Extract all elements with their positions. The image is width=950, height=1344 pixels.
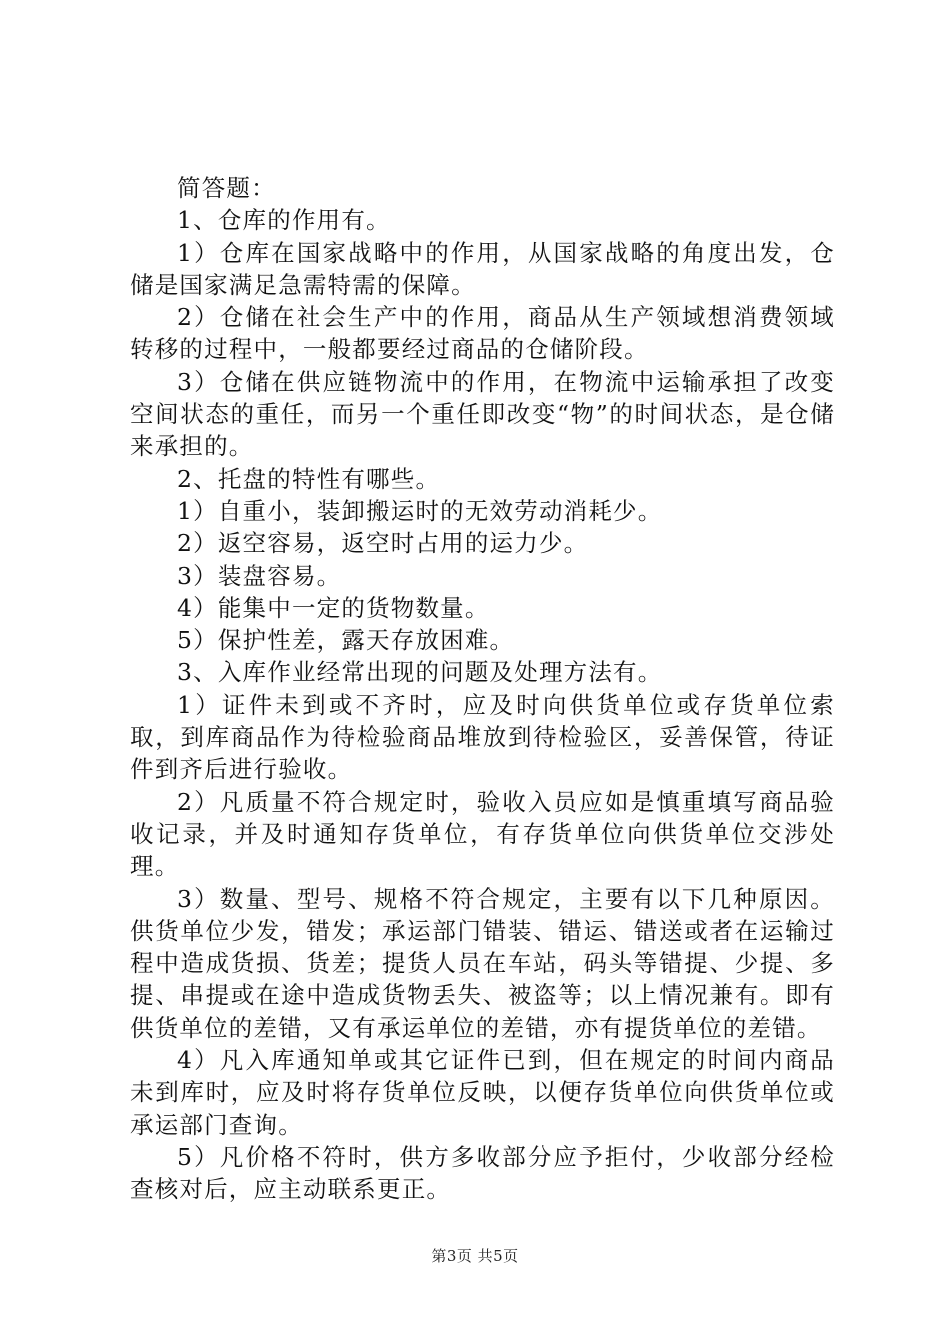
page-number-footer: 第3页 共5页	[431, 1247, 519, 1265]
question-title: 2、托盘的特性有哪些。	[177, 464, 441, 493]
answer-paragraph: 4）凡入库通知单或其它证件已到，但在规定的时间内商品未到库时，应及时将存货单位反映，以便存货单位向供货单位或承运部门查询。	[130, 1046, 835, 1139]
answer-paragraph: 3）仓储在供应链物流中的作用，在物流中运输承担了改变空间状态的重任，而另一个重任即改变“物”的时间状态，是仓储来承担的。	[130, 367, 835, 461]
answer-paragraph: 2）返空容易，返空时占用的运力少。	[177, 529, 589, 558]
question-title: 1、仓库的作用有。	[177, 206, 391, 235]
answer-paragraph: 3）装盘容易。	[177, 561, 342, 590]
answer-paragraph: 5）保护性差，露天存放困难。	[177, 626, 515, 655]
answer-paragraph: 1）证件未到或不齐时，应及时向供货单位或存货单位索取，到库商品作为待检验商品堆放到待检验区，妥善保管，待证件到齐后进行验收。	[130, 690, 835, 784]
answer-paragraph: 2）凡质量不符合规定时，验收入员应如是慎重填写商品验收记录，并及时通知存货单位，有存货单位向供货单位交涉处理。	[130, 787, 835, 881]
document-body	[130, 172, 835, 1206]
answer-paragraph: 1）自重小，装卸搬运时的无效劳动消耗少。	[177, 496, 663, 525]
answer-paragraph: 1）仓库在国家战略中的作用，从国家战略的角度出发，仓储是国家满足急需特需的保障。	[130, 238, 835, 299]
answer-paragraph: 2）仓储在社会生产中的作用，商品从生产领域想消费领域转移的过程中，一般都要经过商品的仓储阶段。	[130, 303, 835, 364]
answer-paragraph: 5）凡价格不符时，供方多收部分应予拒付，少收部分经检查核对后，应主动联系更正。	[130, 1142, 835, 1204]
question-title: 3、入库作业经常出现的问题及处理方法有。	[177, 658, 663, 687]
section-heading: 简答题：	[177, 174, 276, 202]
answer-paragraph: 3）数量、型号、规格不符合规定，主要有以下几种原因。供货单位少发，错发；承运部门错装、错运、错送或者在运输过程中造成货损、货差；提货人员在车站，码头等错提、少提、多提、串提或在途中造成货物丢失、被盗等；以上情况兼有。即有供货单位的差错，又有承运单位的差错，亦有提货单位的差错。	[130, 884, 835, 1042]
answer-paragraph: 4）能集中一定的货物数量。	[177, 593, 490, 622]
